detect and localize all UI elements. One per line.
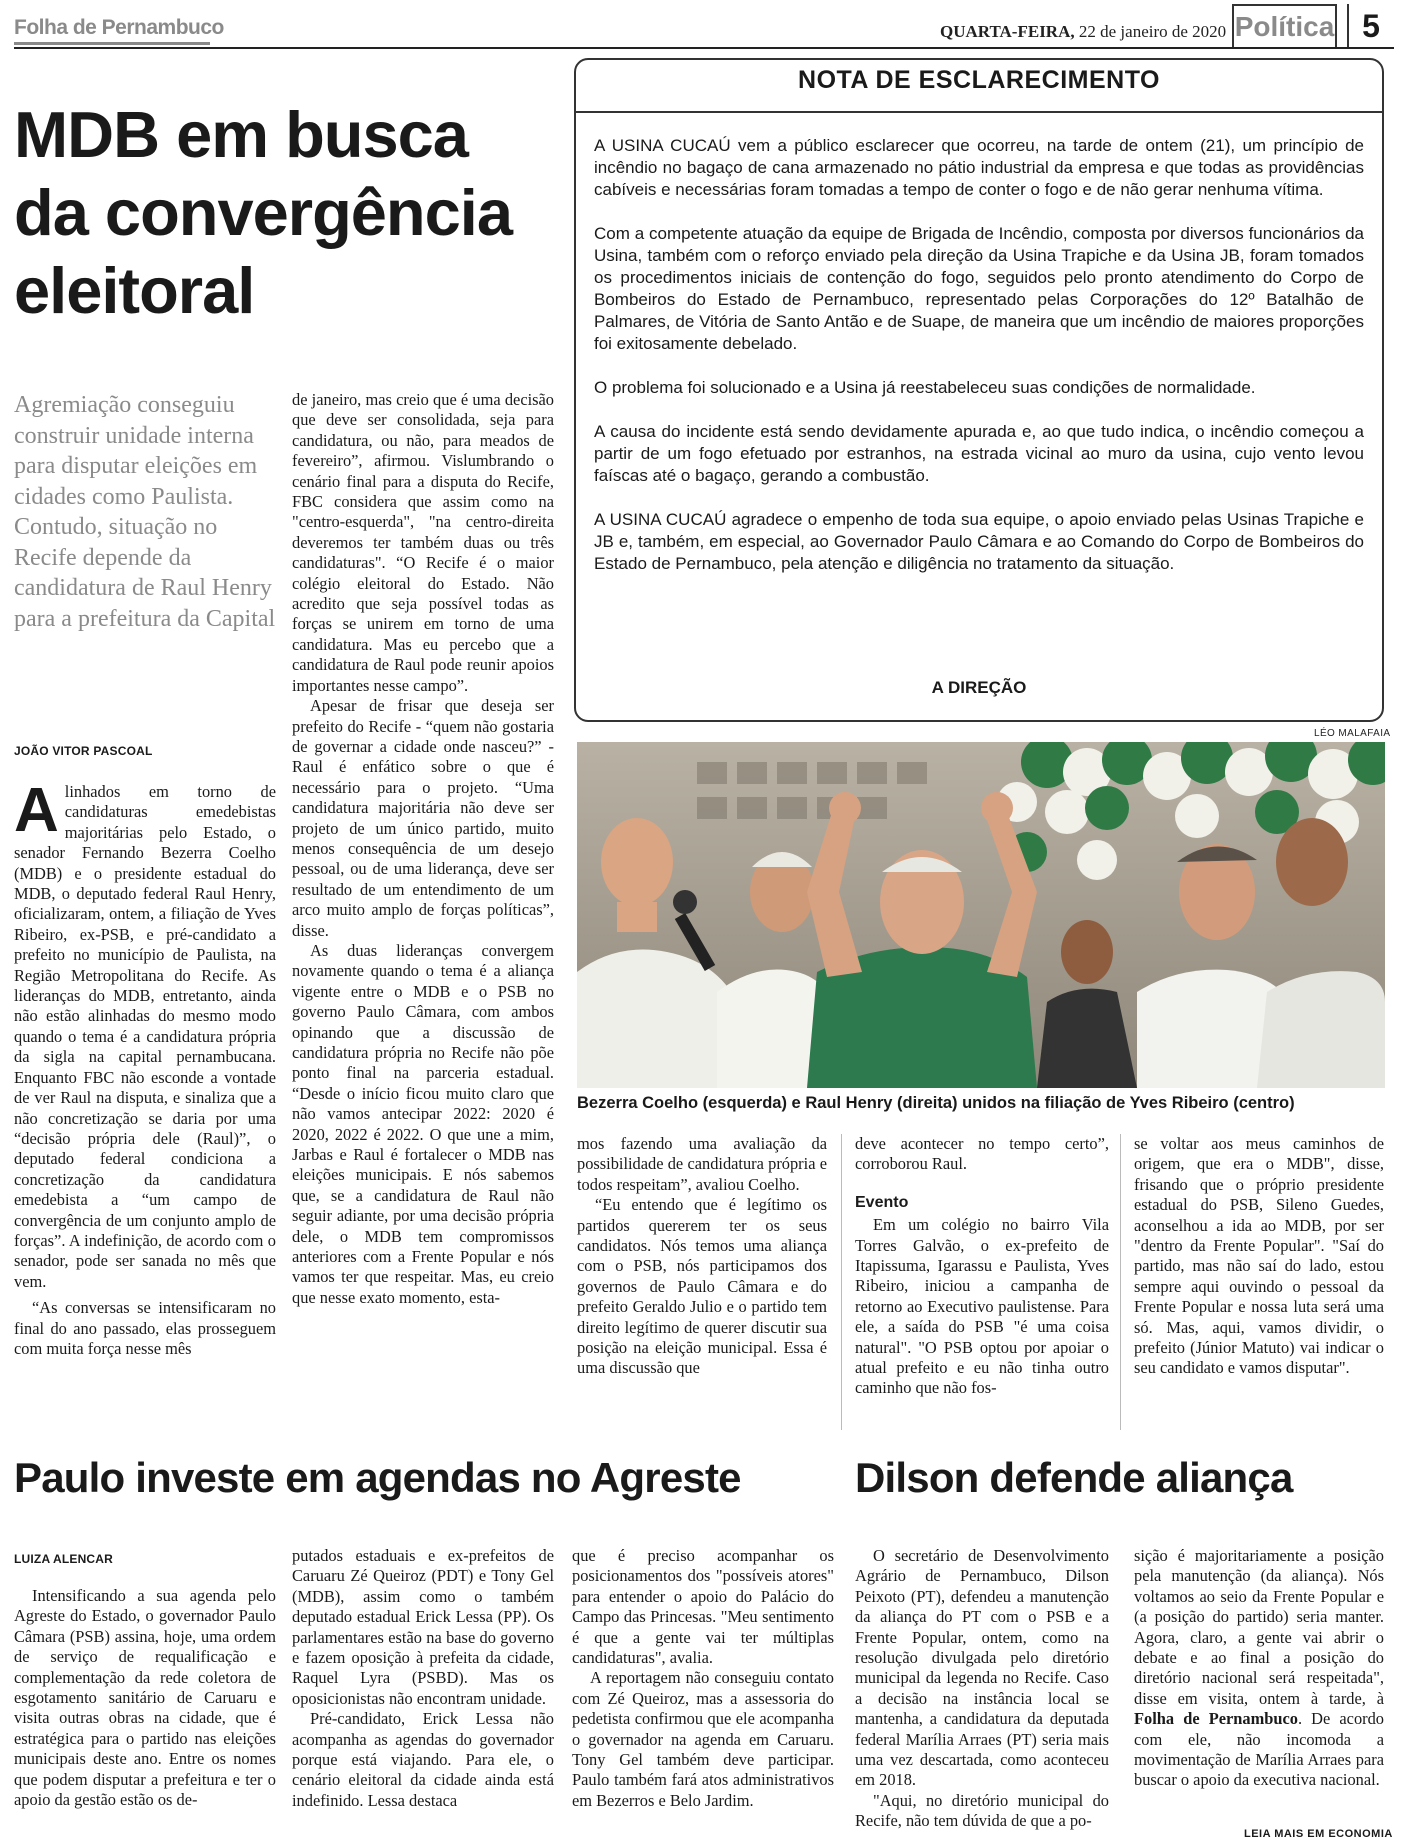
story2-headline: Paulo investe em agendas no Agreste xyxy=(14,1454,741,1501)
story2-column-1 xyxy=(14,1586,276,1810)
main-col4-para2: Em um colégio no bairro Vila Torres Galvão, o ex-prefeito de Itapissuma, Igarassu e Paulista, Yves Ribeiro, iniciou a campanha de retorno ao Executivo paulistense. Para ele, a saída do PSB "é uma coisa natural". "O PSB optou por apoiar o atual prefeito e eu não tinha outro caminho que não fos- xyxy=(855,1215,1109,1398)
story2-col1-para: Intensificando a sua agenda pelo Agreste do Estado, o governador Paulo Câmara (PSB) assina, hoje, uma ordem de serviço de requalificação e complementação da rede coletora de esgotamento sanitário de Caruaru e visita outras obras na cidade, que é estratégica para o partido nas eleições municipais deste ano. Entre os nomes que podem disputar a prefeitura e ter o apoio da gestão estão os de- xyxy=(14,1586,276,1810)
nota-signature: A DIREÇÃO xyxy=(931,678,1027,697)
edition-day: 22 de janeiro de 2020 xyxy=(1074,22,1227,41)
story3-col2-text-b: . De acordo com ele, não incomoda a movimentação de Marília Arraes para buscar o apoio da executiva nacional. xyxy=(1134,1709,1385,1790)
story3-paper-name: Folha de Pernambuco xyxy=(1134,1709,1298,1729)
story2-col3-para2: A reportagem não conseguiu contato com Zé Queiroz, mas a assessoria do pedetista confirmou que ele acompanha o governador na agenda em Caruaru. Tony Gel também deve participar. Paulo também fará atos administrativos em Bezerros e Belo Jardim. xyxy=(572,1668,834,1810)
main-column-4 xyxy=(855,1134,1109,1399)
main-column-5 xyxy=(1134,1134,1384,1379)
main-column-1 xyxy=(14,776,276,1359)
story2-column-3 xyxy=(572,1546,834,1811)
nota-para-2: Com a competente atuação da equipe de Brigada de Incêndio, composta por diversos funcionários da Usina, também com o reforço enviado pela direção da Usina Trapiche e da Usina JB, foram tomados os procedimentos iniciais de contenção do fogo, seguidos pelo pronto atendimento do Corpo de Bombeiros do Estado de Pernambuco, representado pelas Corporações do 12º Batalhão de Palmares, de Vitória de Santo Antão e de Suape, de maneira que um incêndio de maiores proporções foi exitosamente debelado. xyxy=(594,224,1364,353)
story3-col2-para xyxy=(1134,1546,1384,1791)
main-col5-para1: se voltar aos meus caminhos de origem, que era o MDB", disse, frisando que o próprio presidente estadual do PSB, Sileno Guedes, aconselhou a ida ao MDB, por ser "dentro da Frente Popular". "Saí do partido, mas não saí do lado, estou sempre aqui ouvindo o pessoal da Frente Popular e nossa luta será uma só. Mas, aqui, vamos dividir, o prefeito (Júnior Matuto) vai indicar o seu candidato e vamos disputar". xyxy=(1134,1134,1384,1378)
main-column-3 xyxy=(577,1134,827,1379)
photo-credit: LÉO MALAFAIA xyxy=(1314,728,1391,739)
story2-col3-para1: que é preciso acompanhar os posicionamentos dos "possíveis atores" para entender o apoio do Palácio do Campo das Princesas. "Meu sentimento é que a gente vai ter múltiplas candidaturas", avalia. xyxy=(572,1546,834,1668)
section-label: Política xyxy=(1232,4,1337,48)
edition-weekday: QUARTA-FEIRA, xyxy=(940,22,1075,41)
nota-para-1: A USINA CUCAÚ vem a público esclarecer que ocorreu, na tarde de ontem (21), um princípio de incêndio no bagaço de cana armazenado no pátio industrial da empresa e que todas as providências cabíveis e necessárias foram tomadas a tempo de conter o fogo e de não gerar nenhuma vítima. xyxy=(594,136,1364,199)
main-byline: JOÃO VITOR PASCOAL xyxy=(14,744,153,758)
photo-caption: Bezerra Coelho (esquerda) e Raul Henry (direita) unidos na filiação de Yves Ribeiro (centro) xyxy=(577,1094,1295,1112)
news-photo xyxy=(577,742,1385,1088)
nota-para-5: A USINA CUCAÚ agradece o empenho de toda sua equipe, o apoio enviado pelas Usinas Trapiche e JB e, também, em especial, ao Governador Paulo Câmara e ao Comando do Corpo de Bombeiros do Estado de Pernambuco, pela atenção e diligência no tratamento da situação. xyxy=(594,510,1364,573)
drop-cap: A xyxy=(14,776,59,845)
story3-col1-para2: "Aqui, no diretório municipal do Recife, não tem dúvida de que a po- xyxy=(855,1790,1109,1831)
main-column-2 xyxy=(292,390,554,1308)
main-col2-para3: As duas lideranças convergem novamente quando o tema é a aliança vigente entre o MDB e o PSB no governo Paulo Câmara, com ambos opinando que a discussão de candidatura própria no Recife não põe ponto final na parceria estadual. “Desde o início ficou muito claro que não vamos antecipar 2022: 2020 é 2020, 2022 é 2022. O que une a mim, Jarbas e Raul é fortalecer o MDB nas eleições municipais. E nós sabemos que, se a candidatura de Raul não seguir adiante, por uma decisão própria dele, o MDB tem compromissos anteriores com a Frente Popular e nós vamos ter que respeitar. Mas, eu creio que nesse exato momento, esta- xyxy=(292,940,554,1307)
nota-para-4: A causa do incidente está sendo devidamente apurada e, ao que tudo indica, o incêndio começou a partir de um fogo efetuado por estranhos, na estrada vicinal ao muro da usina, cujo vento levou faíscas até o bagaço, gerando a combustão. xyxy=(594,422,1364,485)
main-headline: MDB em busca da convergência eleitoral xyxy=(14,98,512,327)
main-col4-para1: deve acontecer no tempo certo”, corroborou Raul. xyxy=(855,1134,1109,1174)
page-number: 5 xyxy=(1347,4,1393,48)
story2-byline: LUIZA ALENCAR xyxy=(14,1552,114,1566)
main-col3-para2: “Eu entendo que é legítimo os partidos quererem ter os seus candidatos. Nós temos uma aliança com o PSB, nós participamos dos governos de Paulo Câmara e do prefeito Geraldo Julio e o partido tem direito legítimo de querer discutir sua posição na eleição municipal. Essa é uma discussão que xyxy=(577,1195,827,1378)
nota-title: NOTA DE ESCLARECIMENTO xyxy=(798,66,1160,94)
story3-column-1 xyxy=(855,1546,1109,1832)
newspaper-brand: Folha de Pernambuco xyxy=(14,16,224,39)
main-col2-para2: Apesar de frisar que deseja ser prefeito do Recife - “quem não gostaria de governar a cidade onde nasceu?” - Raul é enfático sobre o que é necessário para o projeto. “Uma candidatura majoritária não deve ser projeto de um único partido, muito menos consequência de um desejo pessoal, ou de uma liderança, deve ser resultado de um entendimento de um arco muito amplo de forças políticas”, disse. xyxy=(292,696,554,940)
nota-body xyxy=(594,135,1364,597)
photo-illustration xyxy=(577,742,1385,1088)
continued-note: LEIA MAIS EM ECONOMIA xyxy=(1244,1828,1393,1840)
main-deck: Agremiação conseguiu construir unidade interna para disputar eleições em cidades como Paulista. Contudo, situação no Recife depende da candidatura de Raul Henry para a prefeitura da Capital xyxy=(14,392,276,632)
nota-para-3: O problema foi solucionado e a Usina já reestabeleceu suas condições de normalidade. xyxy=(594,378,1256,397)
main-col3-para1: mos fazendo uma avaliação da possibilidade de candidatura própria e todos respeitam”, avaliou Coelho. xyxy=(577,1134,827,1194)
column-divider xyxy=(841,1134,842,1430)
event-subhead: Evento xyxy=(855,1193,909,1211)
story3-col2-text-a: sição é majoritariamente a posição pela manutenção (da aliança). Nós voltamos ao seio da Frente Popular e (a posição do partido) seria manter. Agora, claro, a gente vai abrir o debate e ao final a posição do diretório nacional será respeitada", disse em visita, ontem à tarde, à xyxy=(1134,1546,1384,1708)
main-col1-text: linhados em torno de candidaturas emedebistas majoritárias pelo Estado, o senador Fernando Bezerra Coelho (MDB) e o presidente estadual do MDB, o deputado federal Raul Henry, oficializaram, ontem, a filiação de Yves Ribeiro, ex-PSB, e pré-candidato a prefeito no município de Paulista, na Região Metropolitana do Recife. As lideranças do MDB, entretanto, ainda não estão alinhadas do mesmo modo quando o tema é a candidatura própria da sigla na capital pernambucana. Enquanto FBC não esconde a vontade de ver Raul na disputa, e sinaliza que a não concretização se daria por uma “decisão própria dele (Raul)”, o deputado federal condiciona a concretização da candidatura emedebista a “um campo de convergência de um conjunto amplo de forças”. A indefinição, de acordo com o senador, pode ser sanada no mês que vem. xyxy=(14,782,276,1291)
brand-underline xyxy=(14,42,210,45)
edition-date xyxy=(940,22,1226,42)
story3-col1-para1: O secretário de Desenvolvimento Agrário de Pernambuco, Dilson Peixoto (PT), defendeu a manutenção da aliança do PT com o PSB e a Frente Popular, ontem, como na resolução divulgada pelo diretório municipal da legenda no Recife. Caso a decisão na instância local se mantenha, a candidatura da deputada federal Marília Arraes (PT) seria mais uma vez descartada, como aconteceu em 2018. xyxy=(855,1546,1109,1790)
column-divider xyxy=(1120,1134,1121,1430)
story3-headline: Dilson defende aliança xyxy=(855,1454,1293,1501)
story3-column-2 xyxy=(1134,1546,1384,1791)
main-col2-para1: de janeiro, mas creio que é uma decisão que deve ser consolidada, seja para candidatura, ou não, para meados de fevereiro”, afirmou. Vislumbrando o cenário final para a disputa do Recife, FBC considera que assim como na "centro-esquerda", "na centro-direita deveremos ter também duas ou três candidaturas". “O Recife é o maior colégio eleitoral do Estado. Não acredito que seja possível todas as forças se unirem em torno de uma candidatura. Mas eu percebo que a candidatura de Raul pode reunir apoios importantes nesse campo”. xyxy=(292,390,554,695)
nota-title-rule xyxy=(575,111,1383,113)
main-col1-para xyxy=(14,776,276,1292)
story2-column-2 xyxy=(292,1546,554,1811)
main-col1-para2: “As conversas se intensificaram no final do ano passado, elas prosseguem com muita força nesse mês xyxy=(14,1298,276,1358)
story2-col2-para1: putados estaduais e ex-prefeitos de Caruaru Zé Queiroz (PDT) e Tony Gel (MDB), assim como o também deputado estadual Erick Lessa (PP). Os parlamentares estão na base do governo e fazem oposição à prefeita da cidade, Raquel Lyra (PSBD). Mas os oposicionistas não encontram unidade. xyxy=(292,1546,554,1708)
story2-col2-para2: Pré-candidato, Erick Lessa não acompanha as agendas do governador porque está viajando. Para ele, o cenário eleitoral da cidade ainda está indefinido. Lessa destaca xyxy=(292,1709,554,1810)
masthead-rule xyxy=(14,47,1394,49)
